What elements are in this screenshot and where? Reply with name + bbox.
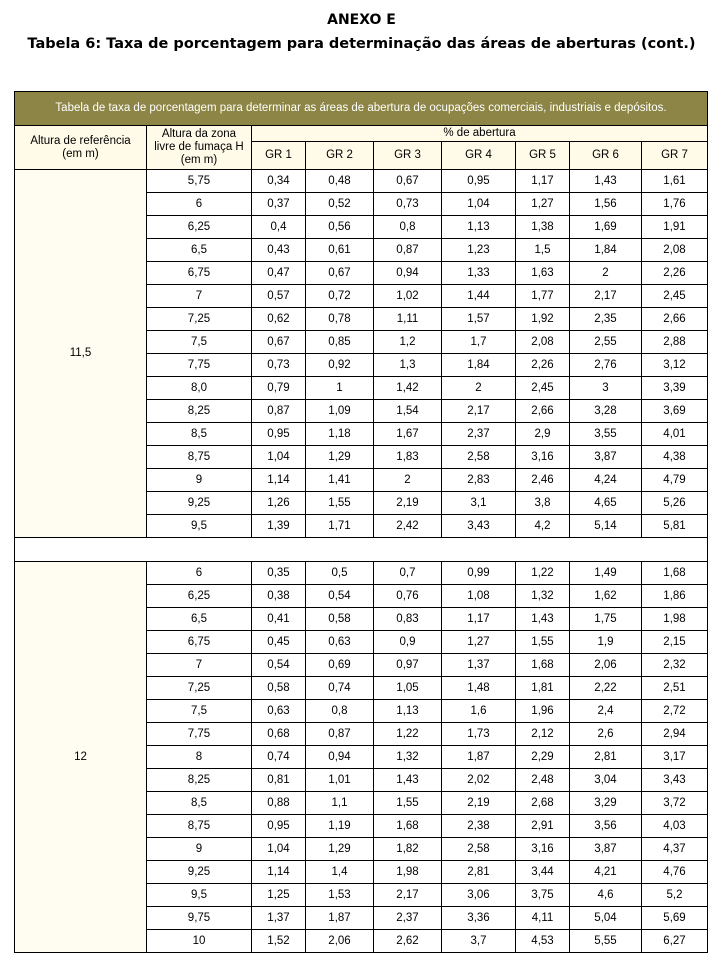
percentage-cell: 1,83 <box>374 446 442 469</box>
percentage-cell: 0,67 <box>374 170 442 193</box>
zone-height-cell: 8,75 <box>147 815 252 838</box>
percentage-cell: 3,56 <box>570 815 642 838</box>
percentage-cell: 2,08 <box>516 331 570 354</box>
percentage-cell: 1 <box>306 377 374 400</box>
percentage-cell: 3,8 <box>516 492 570 515</box>
percentage-cell: 1,09 <box>306 400 374 423</box>
percentage-cell: 0,56 <box>306 216 374 239</box>
percentage-cell: 0,48 <box>306 170 374 193</box>
percentage-cell: 1,98 <box>642 608 708 631</box>
percentage-cell: 0,73 <box>252 354 306 377</box>
percentage-cell: 1,9 <box>570 631 642 654</box>
percentage-cell: 0,87 <box>306 723 374 746</box>
zone-height-cell: 7,25 <box>147 677 252 700</box>
percentage-cell: 1,6 <box>442 700 516 723</box>
percentage-cell: 1,76 <box>642 193 708 216</box>
zone-height-cell: 7 <box>147 285 252 308</box>
percentage-cell: 5,14 <box>570 515 642 538</box>
zone-height-cell: 9 <box>147 469 252 492</box>
percentage-cell: 2,91 <box>516 815 570 838</box>
percentage-cell: 1,75 <box>570 608 642 631</box>
percentage-cell: 0,63 <box>252 700 306 723</box>
percentage-cell: 0,54 <box>252 654 306 677</box>
percentage-cell: 1,13 <box>442 216 516 239</box>
opening-percentage-header: % de abertura <box>252 126 708 142</box>
percentage-cell: 0,61 <box>306 239 374 262</box>
percentage-cell: 0,4 <box>252 216 306 239</box>
reference-height-cell: 11,5 <box>15 170 147 538</box>
percentage-cell: 3,12 <box>642 354 708 377</box>
percentage-cell: 5,81 <box>642 515 708 538</box>
percentage-cell: 3,43 <box>442 515 516 538</box>
percentage-cell: 2,66 <box>642 308 708 331</box>
percentage-cell: 0,38 <box>252 585 306 608</box>
percentage-cell: 1,3 <box>374 354 442 377</box>
percentage-cell: 1,87 <box>442 746 516 769</box>
percentage-cell: 1,68 <box>516 654 570 677</box>
percentage-cell: 1,14 <box>252 469 306 492</box>
percentage-cell: 5,69 <box>642 907 708 930</box>
percentage-cell: 2,02 <box>442 769 516 792</box>
percentage-cell: 0,35 <box>252 562 306 585</box>
percentage-cell: 2,46 <box>516 469 570 492</box>
percentage-cell: 2,58 <box>442 446 516 469</box>
smoke-free-zone-header <box>147 126 252 170</box>
percentage-cell: 1,04 <box>442 193 516 216</box>
gr-header: GR 2 <box>306 142 374 170</box>
percentage-cell: 1,42 <box>374 377 442 400</box>
percentage-cell: 1,04 <box>252 838 306 861</box>
zone-height-cell: 8,0 <box>147 377 252 400</box>
zone-height-cell: 8,5 <box>147 792 252 815</box>
percentage-cell: 2,45 <box>516 377 570 400</box>
zone-height-cell: 8,25 <box>147 769 252 792</box>
percentage-cell: 1,29 <box>306 446 374 469</box>
percentage-cell: 2,45 <box>642 285 708 308</box>
zone-height-cell: 10 <box>147 930 252 953</box>
percentage-cell: 0,5 <box>306 562 374 585</box>
percentage-cell: 0,78 <box>306 308 374 331</box>
percentage-cell: 4,01 <box>642 423 708 446</box>
percentage-cell: 0,69 <box>306 654 374 677</box>
percentage-cell: 1,39 <box>252 515 306 538</box>
gr-header: GR 5 <box>516 142 570 170</box>
percentage-cell: 2,22 <box>570 677 642 700</box>
zone-height-cell: 8,75 <box>147 446 252 469</box>
percentage-cell: 2,37 <box>442 423 516 446</box>
percentage-cell: 1,48 <box>442 677 516 700</box>
percentage-cell: 1,53 <box>306 884 374 907</box>
percentage-cell: 1,14 <box>252 861 306 884</box>
percentage-cell: 4,24 <box>570 469 642 492</box>
percentage-cell: 1,84 <box>570 239 642 262</box>
smoke-free-zone-header-line2: livre de fumaça H <box>154 141 244 153</box>
percentage-cell: 1,92 <box>516 308 570 331</box>
percentage-cell: 2,26 <box>642 262 708 285</box>
percentage-cell: 5,26 <box>642 492 708 515</box>
percentage-cell: 4,53 <box>516 930 570 953</box>
percentage-cell: 2,76 <box>570 354 642 377</box>
percentage-cell: 2,19 <box>442 792 516 815</box>
percentage-cell: 0,74 <box>252 746 306 769</box>
percentage-cell: 2,12 <box>516 723 570 746</box>
zone-height-cell: 9,5 <box>147 884 252 907</box>
percentage-cell: 3,16 <box>516 838 570 861</box>
zone-height-cell: 6,5 <box>147 608 252 631</box>
percentage-cell: 2,83 <box>442 469 516 492</box>
percentage-cell: 2,06 <box>306 930 374 953</box>
percentage-cell: 1,33 <box>442 262 516 285</box>
gr-header: GR 6 <box>570 142 642 170</box>
percentage-cell: 3,72 <box>642 792 708 815</box>
percentage-cell: 2 <box>442 377 516 400</box>
percentage-cell: 2,38 <box>442 815 516 838</box>
percentage-cell: 0,94 <box>306 746 374 769</box>
percentage-cell: 1,13 <box>374 700 442 723</box>
percentage-cell: 1,18 <box>306 423 374 446</box>
percentage-cell: 3,39 <box>642 377 708 400</box>
percentage-cell: 1,25 <box>252 884 306 907</box>
percentage-cell: 1,49 <box>570 562 642 585</box>
zone-height-cell: 7,5 <box>147 700 252 723</box>
percentage-cell: 0,54 <box>306 585 374 608</box>
percentage-cell: 1,19 <box>306 815 374 838</box>
percentage-cell: 0,67 <box>306 262 374 285</box>
percentage-cell: 1,04 <box>252 446 306 469</box>
percentage-cell: 0,8 <box>306 700 374 723</box>
zone-height-cell: 6 <box>147 193 252 216</box>
percentage-cell: 1,91 <box>642 216 708 239</box>
percentage-cell: 0,95 <box>442 170 516 193</box>
percentage-cell: 3,43 <box>642 769 708 792</box>
percentage-cell: 0,47 <box>252 262 306 285</box>
percentage-cell: 1,52 <box>252 930 306 953</box>
zone-height-cell: 7,75 <box>147 354 252 377</box>
percentage-cell: 3,44 <box>516 861 570 884</box>
percentage-cell: 2,81 <box>442 861 516 884</box>
percentage-cell: 2,88 <box>642 331 708 354</box>
percentage-cell: 1,57 <box>442 308 516 331</box>
percentage-cell: 0,41 <box>252 608 306 631</box>
percentage-cell: 2,6 <box>570 723 642 746</box>
percentage-cell: 1,43 <box>374 769 442 792</box>
smoke-free-zone-header-line3: (em m) <box>180 154 218 166</box>
zone-height-cell: 5,75 <box>147 170 252 193</box>
percentage-cell: 4,38 <box>642 446 708 469</box>
percentage-cell: 2,29 <box>516 746 570 769</box>
percentage-cell: 2,37 <box>374 907 442 930</box>
percentage-cell: 2,68 <box>516 792 570 815</box>
percentage-cell: 0,68 <box>252 723 306 746</box>
percentage-cell: 3,28 <box>570 400 642 423</box>
percentage-cell: 2,32 <box>642 654 708 677</box>
percentage-cell: 0,58 <box>306 608 374 631</box>
percentage-cell: 3,04 <box>570 769 642 792</box>
percentage-cell: 1,96 <box>516 700 570 723</box>
zone-height-cell: 9,75 <box>147 907 252 930</box>
percentage-cell: 2,42 <box>374 515 442 538</box>
percentage-cell: 0,62 <box>252 308 306 331</box>
percentage-cell: 1,23 <box>442 239 516 262</box>
percentage-cell: 1,84 <box>442 354 516 377</box>
percentage-cell: 3,87 <box>570 838 642 861</box>
gr-header: GR 4 <box>442 142 516 170</box>
percentage-cell: 2 <box>374 469 442 492</box>
percentage-cell: 2,08 <box>642 239 708 262</box>
percentage-cell: 2,19 <box>374 492 442 515</box>
percentage-cell: 1,87 <box>306 907 374 930</box>
percentage-cell: 1,29 <box>306 838 374 861</box>
gr-header: GR 1 <box>252 142 306 170</box>
percentage-cell: 2,17 <box>442 400 516 423</box>
percentage-cell: 4,76 <box>642 861 708 884</box>
percentage-cell: 4,03 <box>642 815 708 838</box>
percentage-cell: 0,92 <box>306 354 374 377</box>
percentage-cell: 1,1 <box>306 792 374 815</box>
gr-header: GR 3 <box>374 142 442 170</box>
percentage-cell: 2,4 <box>570 700 642 723</box>
percentage-cell: 1,55 <box>516 631 570 654</box>
percentage-cell: 1,82 <box>374 838 442 861</box>
percentage-cell: 2,55 <box>570 331 642 354</box>
percentage-cell: 1,26 <box>252 492 306 515</box>
percentage-cell: 1,08 <box>442 585 516 608</box>
percentage-cell: 4,2 <box>516 515 570 538</box>
percentage-cell: 2,66 <box>516 400 570 423</box>
percentage-cell: 0,9 <box>374 631 442 654</box>
percentage-cell: 0,34 <box>252 170 306 193</box>
percentage-cell: 0,88 <box>252 792 306 815</box>
percentage-cell: 1,05 <box>374 677 442 700</box>
percentage-cell: 1,62 <box>570 585 642 608</box>
percentage-cell: 5,55 <box>570 930 642 953</box>
percentage-cell: 1,27 <box>516 193 570 216</box>
percentage-cell: 0,37 <box>252 193 306 216</box>
table-row <box>15 170 708 193</box>
percentage-cell: 3,16 <box>516 446 570 469</box>
percentage-cell: 4,79 <box>642 469 708 492</box>
percentage-cell: 3,87 <box>570 446 642 469</box>
percentage-cell: 0,52 <box>306 193 374 216</box>
zone-height-cell: 6,75 <box>147 262 252 285</box>
percentage-cell: 3,1 <box>442 492 516 515</box>
percentage-cell: 1,5 <box>516 239 570 262</box>
percentage-cell: 1,43 <box>516 608 570 631</box>
percentage-cell: 1,27 <box>442 631 516 654</box>
reference-height-header-line1: Altura de referência <box>30 134 131 147</box>
reference-height-cell: 12 <box>15 562 147 953</box>
zone-height-cell: 6 <box>147 562 252 585</box>
percentage-cell: 1,7 <box>442 331 516 354</box>
percentage-cell: 2,72 <box>642 700 708 723</box>
gr-header: GR 7 <box>642 142 708 170</box>
percentage-cell: 2,58 <box>442 838 516 861</box>
percentage-cell: 1,22 <box>374 723 442 746</box>
percentage-cell: 3,55 <box>570 423 642 446</box>
percentage-cell: 0,72 <box>306 285 374 308</box>
percentage-cell: 1,98 <box>374 861 442 884</box>
percentage-cell: 4,6 <box>570 884 642 907</box>
percentage-cell: 1,55 <box>306 492 374 515</box>
zone-height-cell: 6,75 <box>147 631 252 654</box>
percentage-cell: 1,01 <box>306 769 374 792</box>
percentage-cell: 0,76 <box>374 585 442 608</box>
reference-height-header-line2: (em m) <box>62 147 99 160</box>
percentage-cell: 0,95 <box>252 815 306 838</box>
percentage-cell: 1,4 <box>306 861 374 884</box>
percentage-cell: 1,02 <box>374 285 442 308</box>
percentage-cell: 1,32 <box>374 746 442 769</box>
percentage-cell: 0,81 <box>252 769 306 792</box>
percentage-cell: 2,81 <box>570 746 642 769</box>
percentage-cell: 3,7 <box>442 930 516 953</box>
percentage-cell: 1,86 <box>642 585 708 608</box>
opening-percentage-table <box>14 91 708 953</box>
percentage-cell: 0,58 <box>252 677 306 700</box>
percentage-cell: 1,61 <box>642 170 708 193</box>
percentage-cell: 0,63 <box>306 631 374 654</box>
percentage-cell: 2 <box>570 262 642 285</box>
percentage-cell: 0,57 <box>252 285 306 308</box>
percentage-cell: 1,2 <box>374 331 442 354</box>
percentage-cell: 2,15 <box>642 631 708 654</box>
percentage-cell: 0,73 <box>374 193 442 216</box>
percentage-cell: 2,17 <box>374 884 442 907</box>
table-row <box>15 562 708 585</box>
percentage-cell: 1,77 <box>516 285 570 308</box>
percentage-cell: 3 <box>570 377 642 400</box>
zone-height-cell: 6,25 <box>147 216 252 239</box>
percentage-cell: 1,17 <box>516 170 570 193</box>
zone-height-cell: 7,25 <box>147 308 252 331</box>
zone-height-cell: 7 <box>147 654 252 677</box>
table-banner: Tabela de taxa de porcentagem para determinar as áreas de abertura de ocupações comerciais, industriais e depósitos. <box>15 92 708 126</box>
percentage-cell: 2,9 <box>516 423 570 446</box>
percentage-cell: 2,35 <box>570 308 642 331</box>
percentage-cell: 1,68 <box>374 815 442 838</box>
percentage-cell: 4,21 <box>570 861 642 884</box>
table-title: Tabela 6: Taxa de porcentagem para determinação das áreas de aberturas (cont.) <box>27 36 696 52</box>
percentage-cell: 0,95 <box>252 423 306 446</box>
percentage-cell: 0,87 <box>252 400 306 423</box>
percentage-cell: 0,7 <box>374 562 442 585</box>
percentage-cell: 0,85 <box>306 331 374 354</box>
percentage-cell: 1,43 <box>570 170 642 193</box>
percentage-cell: 1,32 <box>516 585 570 608</box>
percentage-cell: 0,8 <box>374 216 442 239</box>
smoke-free-zone-header-line1: Altura da zona <box>161 128 237 140</box>
percentage-cell: 1,44 <box>442 285 516 308</box>
percentage-cell: 3,75 <box>516 884 570 907</box>
percentage-cell: 2,51 <box>642 677 708 700</box>
percentage-cell: 3,36 <box>442 907 516 930</box>
percentage-cell: 0,87 <box>374 239 442 262</box>
percentage-cell: 1,37 <box>252 907 306 930</box>
percentage-cell: 4,37 <box>642 838 708 861</box>
percentage-cell: 5,04 <box>570 907 642 930</box>
group-separator <box>15 538 708 562</box>
percentage-cell: 4,65 <box>570 492 642 515</box>
percentage-cell: 1,71 <box>306 515 374 538</box>
percentage-cell: 2,26 <box>516 354 570 377</box>
percentage-cell: 3,69 <box>642 400 708 423</box>
percentage-cell: 1,56 <box>570 193 642 216</box>
zone-height-cell: 9 <box>147 838 252 861</box>
percentage-cell: 5,2 <box>642 884 708 907</box>
zone-height-cell: 7,75 <box>147 723 252 746</box>
percentage-cell: 2,94 <box>642 723 708 746</box>
percentage-cell: 1,11 <box>374 308 442 331</box>
percentage-cell: 1,73 <box>442 723 516 746</box>
percentage-cell: 2,17 <box>570 285 642 308</box>
percentage-cell: 0,43 <box>252 239 306 262</box>
annex-title: ANEXO E <box>327 12 396 28</box>
percentage-cell: 0,94 <box>374 262 442 285</box>
percentage-cell: 1,68 <box>642 562 708 585</box>
percentage-cell: 2,48 <box>516 769 570 792</box>
percentage-cell: 3,17 <box>642 746 708 769</box>
percentage-cell: 0,79 <box>252 377 306 400</box>
percentage-cell: 3,29 <box>570 792 642 815</box>
percentage-cell: 0,97 <box>374 654 442 677</box>
zone-height-cell: 7,5 <box>147 331 252 354</box>
zone-height-cell: 8 <box>147 746 252 769</box>
reference-height-header <box>15 126 147 170</box>
percentage-cell: 3,06 <box>442 884 516 907</box>
zone-height-cell: 6,25 <box>147 585 252 608</box>
percentage-cell: 1,69 <box>570 216 642 239</box>
percentage-cell: 1,37 <box>442 654 516 677</box>
percentage-cell: 0,83 <box>374 608 442 631</box>
percentage-cell: 2,62 <box>374 930 442 953</box>
percentage-cell: 4,11 <box>516 907 570 930</box>
percentage-cell: 0,99 <box>442 562 516 585</box>
zone-height-cell: 8,25 <box>147 400 252 423</box>
percentage-cell: 6,27 <box>642 930 708 953</box>
zone-height-cell: 9,25 <box>147 492 252 515</box>
zone-height-cell: 8,5 <box>147 423 252 446</box>
percentage-cell: 0,45 <box>252 631 306 654</box>
zone-height-cell: 6,5 <box>147 239 252 262</box>
zone-height-cell: 9,25 <box>147 861 252 884</box>
percentage-cell: 1,54 <box>374 400 442 423</box>
percentage-cell: 1,63 <box>516 262 570 285</box>
percentage-cell: 1,67 <box>374 423 442 446</box>
percentage-cell: 0,74 <box>306 677 374 700</box>
percentage-cell: 1,38 <box>516 216 570 239</box>
percentage-cell: 1,41 <box>306 469 374 492</box>
percentage-cell: 0,67 <box>252 331 306 354</box>
percentage-cell: 2,06 <box>570 654 642 677</box>
percentage-cell: 1,55 <box>374 792 442 815</box>
percentage-cell: 1,81 <box>516 677 570 700</box>
percentage-cell: 1,22 <box>516 562 570 585</box>
percentage-cell: 1,17 <box>442 608 516 631</box>
zone-height-cell: 9,5 <box>147 515 252 538</box>
